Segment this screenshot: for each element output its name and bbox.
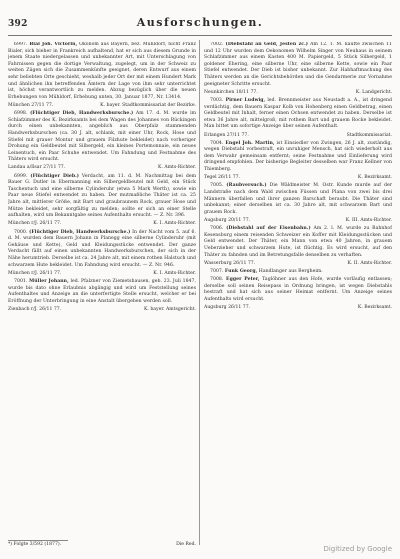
- notice-number: 7008.: [210, 277, 224, 283]
- footnote-editor: Die Red.: [176, 542, 196, 547]
- notice-heading: Funk Georg,: [224, 268, 258, 274]
- signature-authority: K. Bezirksamt.: [357, 305, 392, 311]
- notice-number: 7001.: [14, 278, 28, 284]
- footnote-text: *) Folgte 3/592 (1877).: [8, 542, 62, 547]
- section-title: Ausforschungen.: [136, 16, 264, 29]
- notice-heading: (Flüchtiger Dieb.): [30, 173, 79, 179]
- signature-authority: K. Landgericht.: [355, 89, 392, 95]
- signature-place-date: Tegel 26/11 77.: [204, 175, 241, 181]
- signature-authority: K. I. Amts-Richter.: [153, 221, 196, 227]
- notice-entry: [204, 183, 392, 216]
- signature-line: [8, 221, 196, 228]
- signature-authority: K. bayer. Amtsgericht.: [144, 306, 196, 312]
- notice-body: Handlanger aus Bergheim.: [258, 268, 323, 274]
- notice-number: 7005.: [210, 183, 224, 189]
- notice-number: 7000.: [14, 229, 28, 235]
- notice-entry: [204, 42, 392, 88]
- notice-body: Am 17. d. M. wurde im Schlafzimmer des K. Bezirksamts bei dem Wagen des Johannes von Rückingen durch einen unbekannten, angeblich aus Oberpfalz stammenden Handwerksburschen (ca. 30 J. alt, schlank, mit einer Uhr, Rock, Hose und Stiefel mit grauer Montur und grauem Filzhute bekleidet) nach vorheriger Drohung ein Geldbeutel mit Silbergeld, ein kleines Portemonnaie, ein neues Leinentuch, ein Paar Schuhe entwendet. Um Fahndung und Festnahme des Thäters wird ersucht.: [8, 111, 196, 163]
- notice-body: Ökonom aus Bayern, bez. Mühldorf, nicht Franz Bialer, sich bieher in Frankreich aufhaltend, hat er sich aus diesem Grunde in jenem Staate niedergelassen und unbekannter Art, mit Unterschlagung von Fahrnissen gegen die dortige Verwaltung, zugelegt, um in der Schweiz zu weiten Zügen sich die Zusammenkünfte geeignet, deren Entwurf aus einem sehr beliebten Orte geschieht, weshalb jeder Ort der mit einem Hundert Mark und ähnlichen ihn betreffenden Ämtern der Lage von ihm sehr unterrichtet ist, höchst verantwortlich zu melden. Abzug bezüglich über die neuen Erhebungen von Mühldorf, Erhebung unten, 30. Januar 1877, Nr. 13414.: [8, 42, 196, 100]
- signature-line: [204, 261, 392, 268]
- signature-line: [204, 305, 392, 312]
- notice-number: 7006.: [210, 226, 224, 232]
- notice-heading: (Diebstahl an Geld, Jesten zc.): [225, 42, 308, 47]
- notice-body: In der Nacht vom 5. auf 6. d. M. wurden dem Bauern Johann in Planegg eine silberne Cylinderuhr (mit Gehäuse und Kette), Geld und Kleidungsstücke entwendet. Der ganze Verdacht fällt auf einen unbekannten Handwerksburschen, der sich in der Nähe herumtrieb. Derselbe ist ca. 24 Jahre alt, mit einem rothen Halstuch und schwarzem Hute bekleidet. Um Fahndung wird ersucht. — Z. Nr. 946.: [8, 229, 196, 268]
- signature-authority: K. III. Amts-Richter.: [345, 218, 392, 223]
- digitized-watermark: Digitized by Google: [323, 545, 392, 553]
- signature-authority: K. bayer. Stadtkommissariat der Bezirke.: [100, 102, 196, 108]
- signature-line: [204, 175, 392, 182]
- signature-place-date: Neunkirchen 18/11 77.: [204, 89, 258, 95]
- notice-heading: (Flüchtiger Dieb, Handwerksbursche.): [30, 111, 134, 117]
- notice-entry: [204, 269, 392, 276]
- footnote: [8, 542, 196, 547]
- notice-entry: [204, 141, 392, 174]
- notice-number: 7004.: [210, 140, 224, 146]
- notice-heading: (Flüchtiger Dieb, Handwerksbursche.): [29, 229, 131, 235]
- signature-place-date: Landau a/Ilsar 27/11 77.: [8, 165, 66, 171]
- notice-entry: [8, 111, 196, 164]
- column-divider: [199, 40, 200, 545]
- notice-number: 6997.: [14, 42, 28, 47]
- notice-heading: Engel Joh. Martin,: [225, 140, 275, 146]
- notice-body: Verdacht, am 11. d. M. Nachmittag bei dem Bauer G. Dutler in Ebermanning ein Silbergeldbeutel mit Geld, ein Stück Taschentuch und eine silberne Cylinderuhr (etwa 5 Mark Werth), sowie ein Paar neue Stiefel entwendet zu haben. Der mutmaßliche Thäter ist ca. 25 Jahre alt, mittlerer Größe, mit Bart und graubraunem Rock, grauer Hose und Mütze bekleidet, sehr sorgfältig zu melden; sollte er sich an einer Stelle aufhalten, wird um Bekanntgabe seines Aufenthalts ersucht. — Z. Nr. 396.: [8, 173, 196, 219]
- notice-heading: Egger Peter,: [226, 277, 260, 283]
- signature-authority: K. Bezirksamt.: [357, 175, 392, 181]
- page-number: 392: [8, 19, 28, 29]
- signature-authority: Stadtkommissariat.: [346, 132, 392, 138]
- notice-body: Die Wäldmeister M. Ostr. Kunde murde auf der Landstraße nach dem Wald zwischen Füssen und Plana von zwei bis drei Männern überfallen und ihrer ganzen Barschaft beraubt. Die Thäter sind unbekannt; einer derselben ist ca. 30 Jahre alt, mit schwarzem Bart und grauem Rock.: [204, 183, 392, 215]
- notice-body: Am 12. 1. M. kaufte zwischen 11 und 12 Uhr wurden dem Oekonomen Wilhelm Singer von Neuhaus in seinem Schlafzimmer aus einem Kasten 400 M. Papiergeld, 5 Stück Silbergeld, 1 goldener Ehering, eine silberne Uhr, eine silberne Kette, sowie ein Paar Stiefel entwendet. Der Dieb ist bisher unbekannt. Zur Habhaftmachung des Thäters werden an die Gerichtsbehörden und die Gendarmerie zur Vornahme geeigneter Schritte ersucht.: [204, 42, 392, 87]
- notice-number: 7002.: [210, 42, 224, 47]
- signature-authority: K. II. Amts-Richter.: [347, 260, 392, 266]
- signature-line: [8, 307, 196, 314]
- notice-heading: (Raubversuch.): [226, 183, 267, 189]
- footnote-rule: [8, 540, 68, 541]
- notice-entry: [8, 230, 196, 270]
- signature-line: [8, 103, 196, 110]
- signature-place-date: Augsburg 26/11 77.: [204, 305, 251, 311]
- right-column: [204, 42, 392, 542]
- notice-number: 6998.: [14, 111, 28, 117]
- notice-heading: Müller Johann,: [29, 278, 69, 284]
- signature-authority: K. Amts-Richter.: [158, 165, 196, 171]
- notice-entry: [204, 277, 392, 303]
- signature-line: [204, 133, 392, 140]
- notice-entry: [204, 226, 392, 259]
- notice-entry: [8, 174, 196, 220]
- signature-place-date: Wasserburg 26/11 77.: [204, 260, 256, 266]
- signature-place-date: Augsburg 20/11 77.: [204, 218, 251, 223]
- signature-place-date: Zienbach r/J. 26/11 77.: [8, 306, 62, 312]
- notice-body: ist Einsiedler von Zwingen, 26 J. alt, zuständig, wegen Diebstahl vorbestraft, ein unruhiger Mensch, hat sich wiederholt aus dem Verwahr gemeinsam entfernt; seine Festnahme und Einlieferung wird dringend empfohlen. Der bisherige Begleiter desselben war Franz Kellner von Thiemberg.: [204, 140, 392, 173]
- notice-entry: [8, 42, 196, 101]
- signature-line: [204, 218, 392, 225]
- notice-body: Am 2. l. M. wurde zu Bahnhof Kesensburg einem reisenden Schweizer ein Koffer mit Kleidungsstücken und Geld entwendet. Der Thäter, ein Mann von etwa 40 Jahren, in grauem Ueberzieher und schwarzem Hute, ist flüchtig. Es wird ersucht, auf den Thäter zu fahnden und im Betretungsfalle denselben zu verhaften.: [204, 226, 392, 258]
- notice-body: led. Brennmeister aus Neustadt a. A., ist dringend verdächtig, dem Bauern Kaspar Kolb von Hohenberg einen Geldbetrag, einen Geldbeutel mit Inhalt, ferner einen Ochsen entwendet zu haben. Derselbe ist etwa 36 Jahre alt, mittelgroß, mit rothem Bart und grauem Rocke bekleidet. Man bittet um sofortige Anzeige über seinen Aufenthalt.: [204, 97, 392, 130]
- left-column: [8, 42, 196, 542]
- signature-line: [8, 165, 196, 172]
- notice-number: 7003.: [210, 97, 224, 103]
- notice-heading: Bial Joh. Victorin,: [29, 42, 78, 47]
- notice-body: Taglöhner aus den Hofe, wurde vorläufig entlassen; derselbe soll seinen Reisepass in Ordnung bringen, ist wegen Diebstahls bestraft und hat sich aus seiner Heimat entfernt. Um Anzeige seines Aufenthalts wird ersucht.: [204, 277, 392, 302]
- notice-number: 6999.: [14, 173, 28, 179]
- notice-heading: (Diebstahl auf der Eisenbahn.): [226, 226, 311, 232]
- signature-line: [8, 271, 196, 278]
- signature-line: [204, 90, 392, 97]
- notice-number: 7007.: [210, 268, 224, 274]
- notice-entry: [8, 279, 196, 305]
- signature-place-date: Erlangen 27/11 77.: [204, 132, 249, 138]
- signature-place-date: München r/J. 26/11 77.: [8, 270, 62, 276]
- notice-heading: Pirner Ludwig,: [225, 97, 266, 103]
- notice-entry: [204, 98, 392, 131]
- signature-authority: K. I. Amts-Richter.: [153, 270, 196, 276]
- signature-place-date: München r/J. 26/11 77.: [8, 221, 62, 227]
- notice-body: led. Pfalzner von Ziemetshausen, geb. 23. Juli 1847, wurde bis dato ohne Erlaubnis abgängig und wird um Feststellung seines Aufenthaltes und Anzeige an die unterfertigte Stelle ersucht, welcher er bei Eröffnung der Unterbringung in eine Anstalt übergeben werden soll.: [8, 278, 196, 304]
- signature-place-date: München 27/11 77.: [8, 102, 54, 108]
- header-rule: [8, 35, 392, 36]
